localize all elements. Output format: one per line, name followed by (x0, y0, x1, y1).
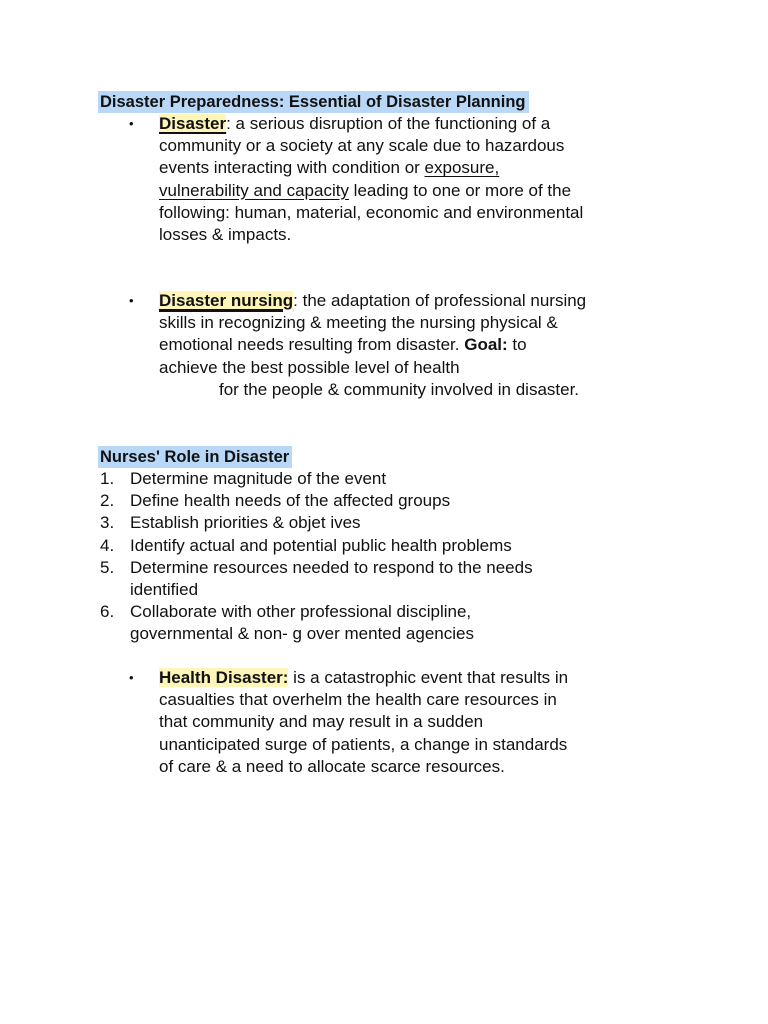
list-item-text-continued: identified (130, 580, 199, 600)
text-fragment: events interacting with condition or (159, 158, 425, 178)
list-item (100, 468, 660, 490)
underlined-text: vulnerability and capacity (159, 180, 349, 200)
list-item-text: Determine magnitude of the event (130, 469, 387, 488)
list-item (100, 535, 660, 557)
list-item (100, 557, 660, 601)
list-item-text: Determine resources needed to respond to the needs (130, 557, 533, 577)
underlined-text: exposure, (424, 158, 500, 178)
list-number: 4. (100, 535, 115, 555)
text-fragment: leading to one or more of the (348, 180, 572, 200)
list-item (100, 512, 660, 534)
text-fragment: emotional needs resulting from disaster. (159, 335, 465, 355)
term-disaster: Disaster (159, 114, 227, 133)
nurses-role-list (100, 468, 660, 646)
bullet-marker: • (129, 670, 134, 685)
text-line (159, 667, 679, 689)
text-line (159, 334, 679, 356)
list-number: 6. (100, 602, 115, 622)
text-line: casualties that overhelm the health care resources in (159, 690, 557, 710)
text-line (159, 113, 679, 135)
text-fragment: : the adaptation of professional nursing (293, 291, 587, 310)
text-line-indented: for the people & community involved in disaster. (219, 379, 580, 399)
text-line: community or a society at any scale due to hazardous (159, 136, 565, 156)
text-line: that community and may result in a sudden (159, 712, 484, 732)
term-disaster-nursing: Disaster nursing (159, 291, 294, 310)
text-line (159, 290, 679, 312)
bullet-disaster-definition (129, 113, 679, 246)
text-line (159, 180, 679, 202)
list-item-text-continued: governmental & non- g over mented agencies (130, 624, 474, 644)
text-fragment: : a serious disruption of the functioning of a (226, 114, 551, 133)
list-item (100, 490, 660, 512)
list-number: 3. (100, 513, 115, 533)
text-fragment: to (507, 335, 527, 355)
term-health-disaster: Health Disaster: (159, 668, 289, 687)
text-line: following: human, material, economic and environmental (159, 202, 584, 222)
list-item-text: Identify actual and potential public health problems (130, 535, 512, 555)
bullet-marker: • (129, 293, 134, 308)
section-heading-disaster-preparedness: Disaster Preparedness: Essential of Disaster Planning (98, 91, 529, 113)
list-item (100, 601, 660, 645)
text-line: of care & a need to allocate scarce resources. (159, 756, 505, 776)
bullet-marker: • (129, 116, 134, 131)
section-heading-nurses-role: Nurses' Role in Disaster (98, 446, 292, 468)
list-number: 5. (100, 557, 115, 577)
text-line: unanticipated surge of patients, a change in standards (159, 734, 568, 754)
bullet-disaster-nursing-definition (129, 290, 679, 401)
list-number: 2. (100, 491, 115, 511)
text-line: achieve the best possible level of health (159, 357, 460, 377)
text-fragment: is a catastrophic event that results in (288, 668, 569, 687)
list-number: 1. (100, 469, 115, 488)
text-line: skills in recognizing & meeting the nursing physical & (159, 313, 558, 333)
text-line (159, 157, 679, 179)
goal-label: Goal: (464, 335, 508, 355)
list-item-text: Collaborate with other professional discipline, (130, 602, 472, 622)
list-item-text: Establish priorities & objet ives (130, 513, 361, 533)
bullet-health-disaster-definition (129, 667, 679, 778)
list-item-text: Define health needs of the affected groups (130, 491, 451, 511)
text-line: losses & impacts. (159, 225, 292, 245)
